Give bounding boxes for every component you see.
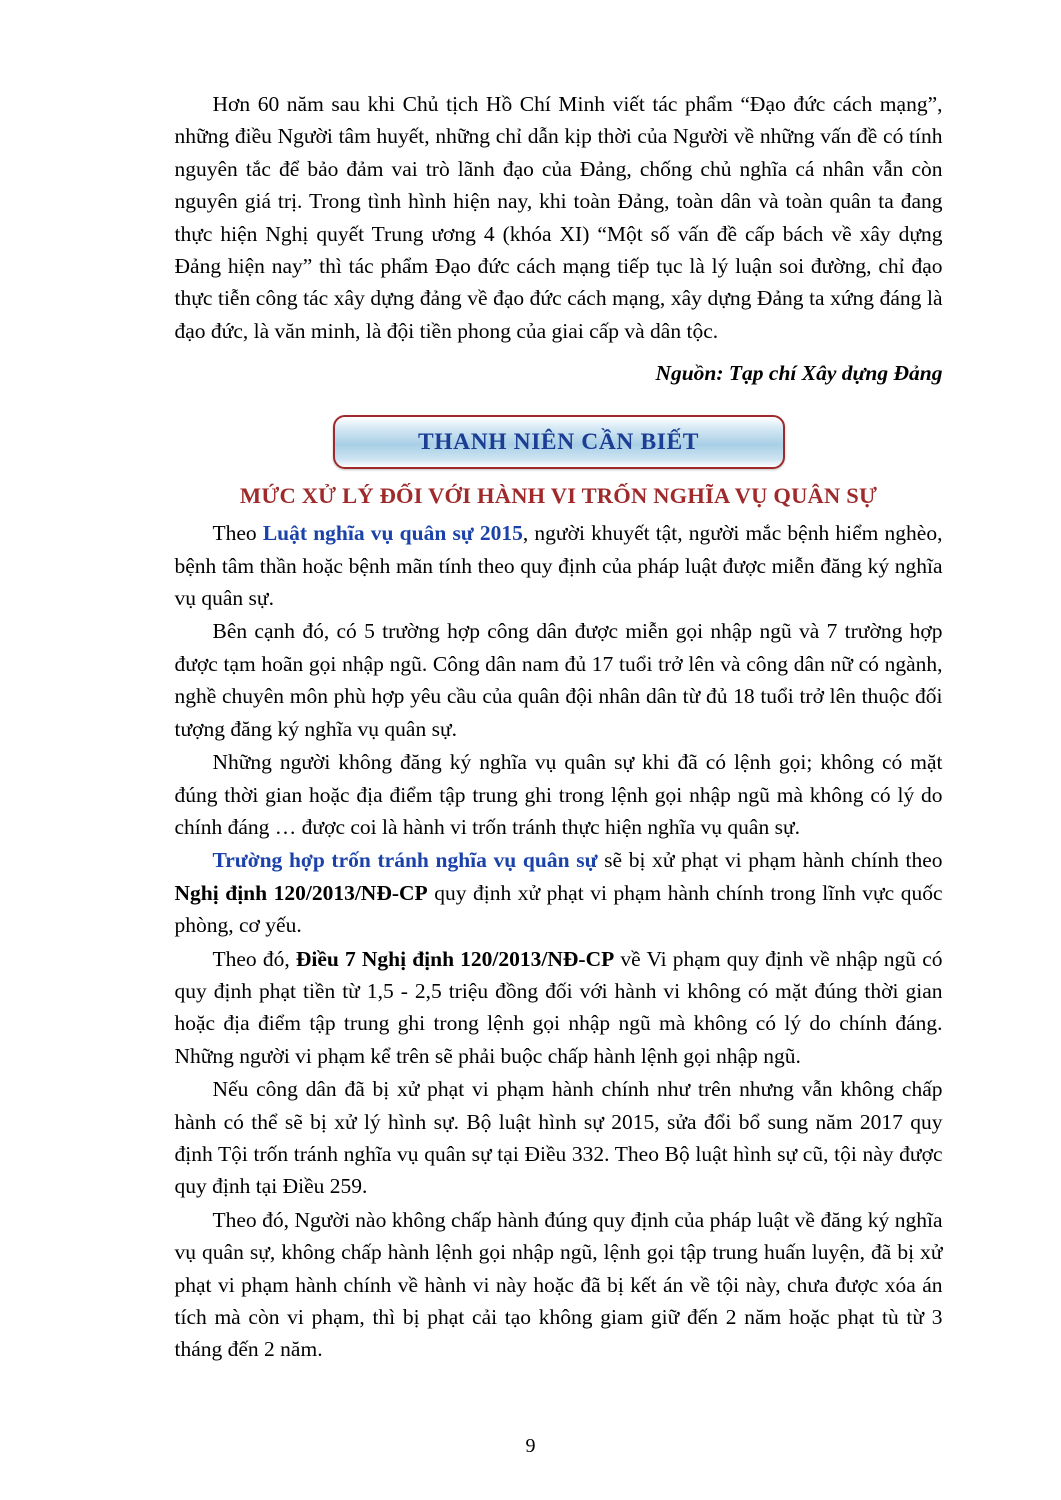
thanh-nien-can-biet-banner <box>333 415 785 469</box>
body-paragraph <box>175 943 943 1073</box>
paragraph-text: Nếu công dân đã bị xử phạt vi phạm hành chính như trên nhưng vẫn không chấp hành có thể sẽ bị xử lý hình sự. Bộ luật hình sự 2015, sửa đổi bổ sung năm 2017 quy định Tội trốn tránh nghĩa vụ quân sự tại Điều 332. Theo Bộ luật hình sự cũ, tội này được quy định tại Điều 259. <box>174 1077 943 1199</box>
highlighted-term: Luật nghĩa vụ quân sự 2015 <box>262 521 523 546</box>
paragraph-text: Những người không đăng ký nghĩa vụ quân sự khi đã có lệnh gọi; không có mặt đúng thời gian hoặc địa điểm tập trung ghi trong lệnh gọi nhập ngũ mà không có lý do chính đáng … được coi là hành vi trốn tránh thực hiện nghĩa vụ quân sự. <box>174 750 943 839</box>
body-paragraphs <box>175 517 943 1366</box>
banner-label: THANH NIÊN CẦN BIẾT <box>417 428 700 455</box>
highlighted-term: Trường hợp trốn tránh nghĩa vụ quân sự <box>212 848 598 873</box>
emphasized-term: Điều 7 Nghị định 120/2013/NĐ-CP <box>295 946 615 971</box>
body-paragraph <box>175 1204 943 1366</box>
paragraph-text: Bên cạnh đó, có 5 trường hợp công dân được miễn gọi nhập ngũ và 7 trường hợp được tạm hoãn gọi nhập ngũ. Công dân nam đủ 17 tuổi trở lên và công dân nữ có ngành, nghề chuyên môn phù hợp yêu cầu của quân đội nhân dân từ đủ 18 tuổi trở lên thuộc đối tượng đăng ký nghĩa vụ quân sự. <box>174 619 943 741</box>
paragraph-text: , người khuyết tật, người mắc bệnh hiểm nghèo, bệnh tâm thần hoặc bệnh mãn tính theo quy định của pháp luật được miễn đăng ký nghĩa vụ quân sự. <box>174 521 943 611</box>
body-paragraph <box>175 517 943 614</box>
section-title: MỨC XỬ LÝ ĐỐI VỚI HÀNH VI TRỐN NGHĨA VỤ QUÂN SỰ <box>239 483 878 509</box>
paragraph-text: Theo đó, <box>212 946 296 971</box>
paragraph-text: về Vi phạm quy định về nhập ngũ có quy định phạt tiền từ 1,5 - 2,5 triệu đồng đối với hành vi không có mặt đúng thời gian hoặc địa điểm tập trung ghi trong lệnh gọi nhập ngũ mà không có lý do chính đáng. Những người vi phạm kể trên sẽ phải buộc chấp hành lệnh gọi nhập ngũ. <box>174 946 943 1068</box>
paragraph-text: Theo đó, Người nào không chấp hành đúng quy định của pháp luật về đăng ký nghĩa vụ quân sự, không chấp hành lệnh gọi nhập ngũ, lệnh gọi tập trung huấn luyện, đã bị xử phạt vi phạm hành chính về hành vi này hoặc đã bị kết án về tội này, chưa được xóa án tích mà còn vi phạm, thì bị phạt cải tạo không giam giữ đến 2 năm hoặc phạt tù từ 3 tháng đến 2 năm. <box>174 1207 943 1362</box>
paragraph-text: Theo <box>212 521 263 546</box>
body-paragraph <box>175 615 943 745</box>
banner-container <box>175 415 943 469</box>
paragraph-text: quy định xử phạt vi phạm hành chính trong lĩnh vực quốc phòng, cơ yếu. <box>174 880 943 938</box>
body-paragraph <box>175 844 943 941</box>
source-attribution: Nguồn: Tạp chí Xây dựng Đảng <box>655 361 943 386</box>
body-paragraph <box>175 1073 943 1203</box>
emphasized-term: Nghị định 120/2013/NĐ-CP <box>174 880 428 905</box>
intro-paragraph: Hơn 60 năm sau khi Chủ tịch Hồ Chí Minh viết tác phẩm “Đạo đức cách mạng”, những điều Người tâm huyết, những chỉ dẫn kịp thời của Người về những vấn đề có tính nguyên tắc để bảo đảm vai trò lãnh đạo của Đảng, chống chủ nghĩa cá nhân vẫn còn nguyên giá trị. Trong tình hình hiện nay, khi toàn Đảng, toàn dân và toàn quân ta đang thực hiện Nghị quyết Trung ương 4 (khóa XI) “Một số vấn đề cấp bách về xây dựng Đảng hiện nay” thì tác phẩm Đạo đức cách mạng tiếp tục là lý luận soi đường, chỉ đạo thực tiễn công tác xây dựng đảng về đạo đức cách mạng, xây dựng Đảng ta xứng đáng là đạo đức, là văn minh, là đội tiền phong của giai cấp và dân tộc. <box>174 92 943 343</box>
body-paragraph <box>175 746 943 843</box>
paragraph-text: sẽ bị xử phạt vi phạm hành chính theo <box>597 848 943 873</box>
page-number: 9 <box>525 1435 536 1457</box>
page-content <box>175 88 943 1366</box>
